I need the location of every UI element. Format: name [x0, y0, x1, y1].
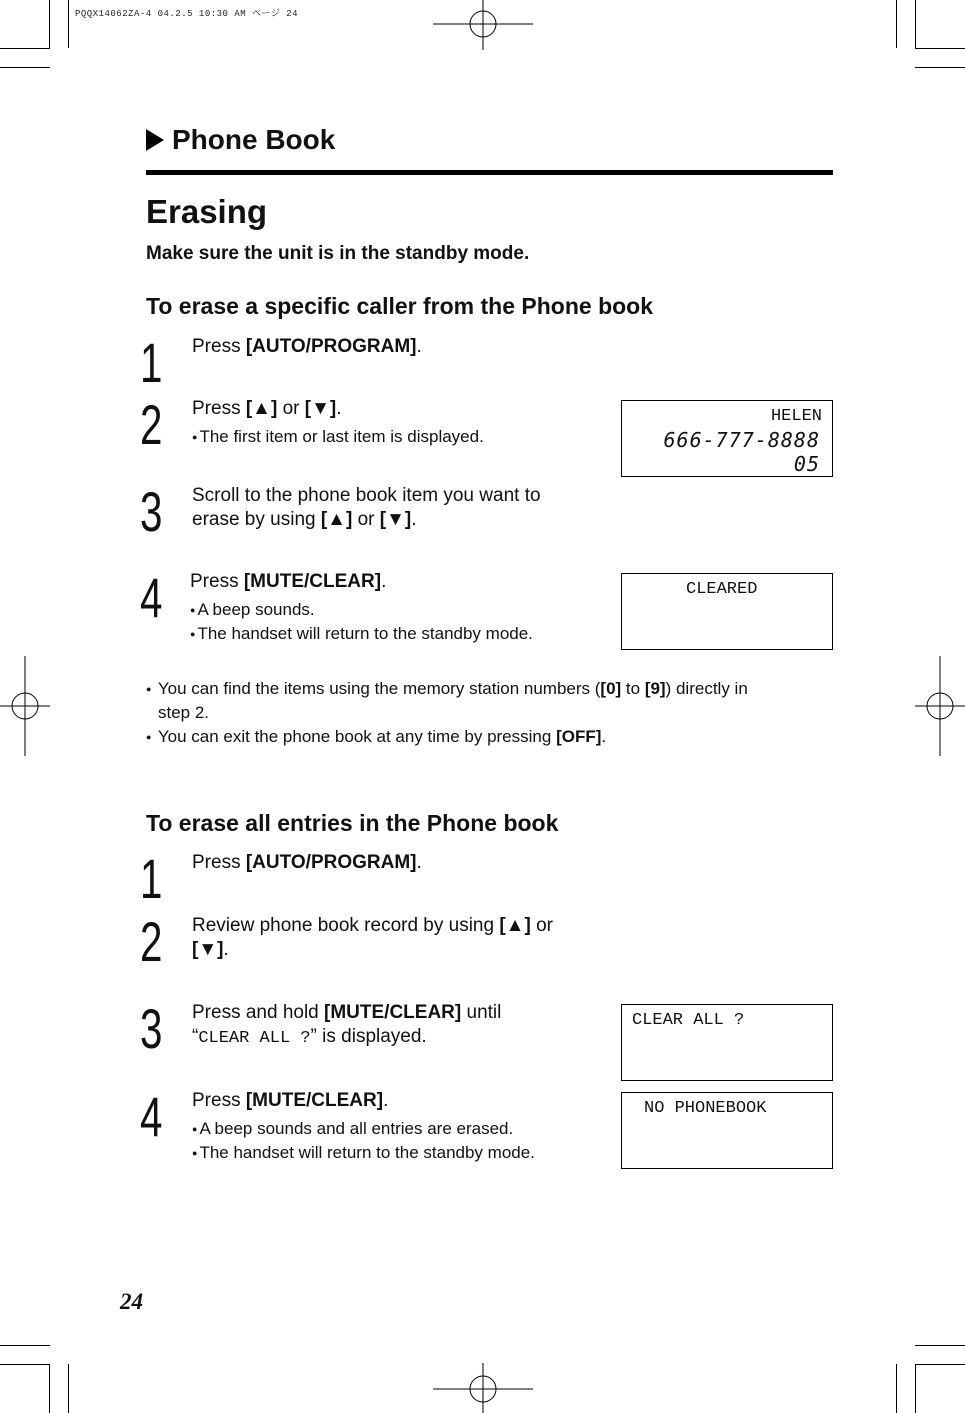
- crop-mark: [49, 0, 50, 48]
- down-key-icon: [▼]: [379, 509, 412, 530]
- page-number: 24: [120, 1289, 143, 1314]
- lcd-text: NO PHONEBOOK: [644, 1099, 767, 1118]
- step-number: 2: [140, 910, 163, 973]
- up-key-icon: [▲]: [245, 398, 278, 419]
- print-header: PQQX14062ZA-4 04.2.5 10:30 AM ページ 24: [75, 9, 299, 19]
- page-title: Erasing: [146, 193, 268, 230]
- section-label: Phone Book: [172, 124, 336, 155]
- crop-mark: [915, 1364, 916, 1413]
- registration-mark-icon: [915, 656, 965, 756]
- lcd-number: 666-777-8888: [663, 428, 820, 452]
- step-number: 2: [140, 393, 163, 456]
- notes: [146, 677, 836, 749]
- section-rule: [146, 170, 833, 175]
- registration-mark-icon: [433, 0, 533, 50]
- step-number: 3: [140, 997, 163, 1060]
- note-item: ● You can find the items using the memory station numbers ([0] to [9]) directly in: [146, 677, 836, 701]
- lcd-text: CLEARED: [686, 580, 758, 599]
- step-number: 3: [140, 480, 163, 543]
- bullet-item: ● A beep sounds.: [190, 598, 600, 622]
- step-text: Press [MUTE/CLEAR]. ● A beep sounds and all entries are erased. ● The handset will return to the standby mode.: [192, 1089, 602, 1165]
- step-number: 1: [140, 847, 163, 910]
- subheading-all: To erase all entries in the Phone book: [146, 810, 559, 836]
- section-arrow-icon: [146, 129, 164, 151]
- step-number: 4: [140, 1085, 163, 1148]
- crop-mark: [68, 0, 69, 48]
- registration-mark-icon: [433, 1363, 533, 1413]
- down-key-icon: [▼]: [304, 398, 337, 419]
- crop-mark: [915, 0, 916, 48]
- lcd-display-no-phonebook: [621, 1092, 833, 1169]
- step-text: Press [MUTE/CLEAR]. ● A beep sounds. ● The handset will return to the standby mode.: [190, 570, 600, 646]
- lcd-display-helen: [621, 400, 833, 477]
- note-item-continued: step 2.: [158, 703, 210, 722]
- up-key-icon: [▲]: [320, 509, 353, 530]
- step-text: Scroll to the phone book item you want to erase by using [▲] or [▼].: [192, 485, 541, 530]
- crop-mark: [0, 67, 50, 68]
- crop-mark: [915, 48, 965, 49]
- note-item: ● You can exit the phone book at any time by pressing [OFF].: [146, 725, 836, 749]
- crop-mark: [896, 1364, 897, 1413]
- lcd-display-cleared: [621, 573, 833, 650]
- registration-mark-icon: [0, 656, 50, 756]
- crop-mark: [915, 67, 965, 68]
- standby-note: Make sure the unit is in the standby mode.: [146, 243, 530, 264]
- step-text: Press and hold [MUTE/CLEAR] until “CLEAR ALL ?” is displayed.: [192, 1002, 502, 1048]
- crop-mark: [896, 0, 897, 48]
- crop-mark: [915, 1345, 965, 1346]
- lcd-name: HELEN: [770, 407, 822, 426]
- step-text: Press [AUTO/PROGRAM].: [192, 852, 422, 873]
- bullet-item: ● A beep sounds and all entries are erased.: [192, 1117, 602, 1141]
- step-text: Press [AUTO/PROGRAM].: [192, 336, 422, 357]
- bullet-item: ● The first item or last item is displayed.: [192, 425, 602, 449]
- section-header: [146, 124, 335, 156]
- step-number: 4: [140, 566, 163, 629]
- crop-mark: [49, 1364, 50, 1413]
- crop-mark: [0, 48, 50, 49]
- bullet-item: ● The handset will return to the standby mode.: [190, 622, 600, 646]
- step-text: Review phone book record by using [▲] or [▼].: [192, 915, 554, 960]
- lcd-display-clear-all: [621, 1004, 833, 1081]
- lcd-text: CLEAR ALL ?: [632, 1011, 745, 1030]
- down-key-icon: [▼]: [192, 939, 224, 960]
- crop-mark: [0, 1345, 50, 1346]
- lcd-index: 05: [793, 452, 820, 476]
- crop-mark: [0, 1364, 50, 1365]
- crop-mark: [68, 1364, 69, 1413]
- bullet-item: ● The handset will return to the standby mode.: [192, 1141, 602, 1165]
- up-key-icon: [▲]: [499, 915, 531, 936]
- crop-mark: [915, 1364, 965, 1365]
- subheading-specific: To erase a specific caller from the Phone book: [146, 293, 654, 319]
- step-number: 1: [140, 331, 163, 394]
- step-text: Press [▲] or [▼]. ● The first item or last item is displayed.: [192, 397, 602, 449]
